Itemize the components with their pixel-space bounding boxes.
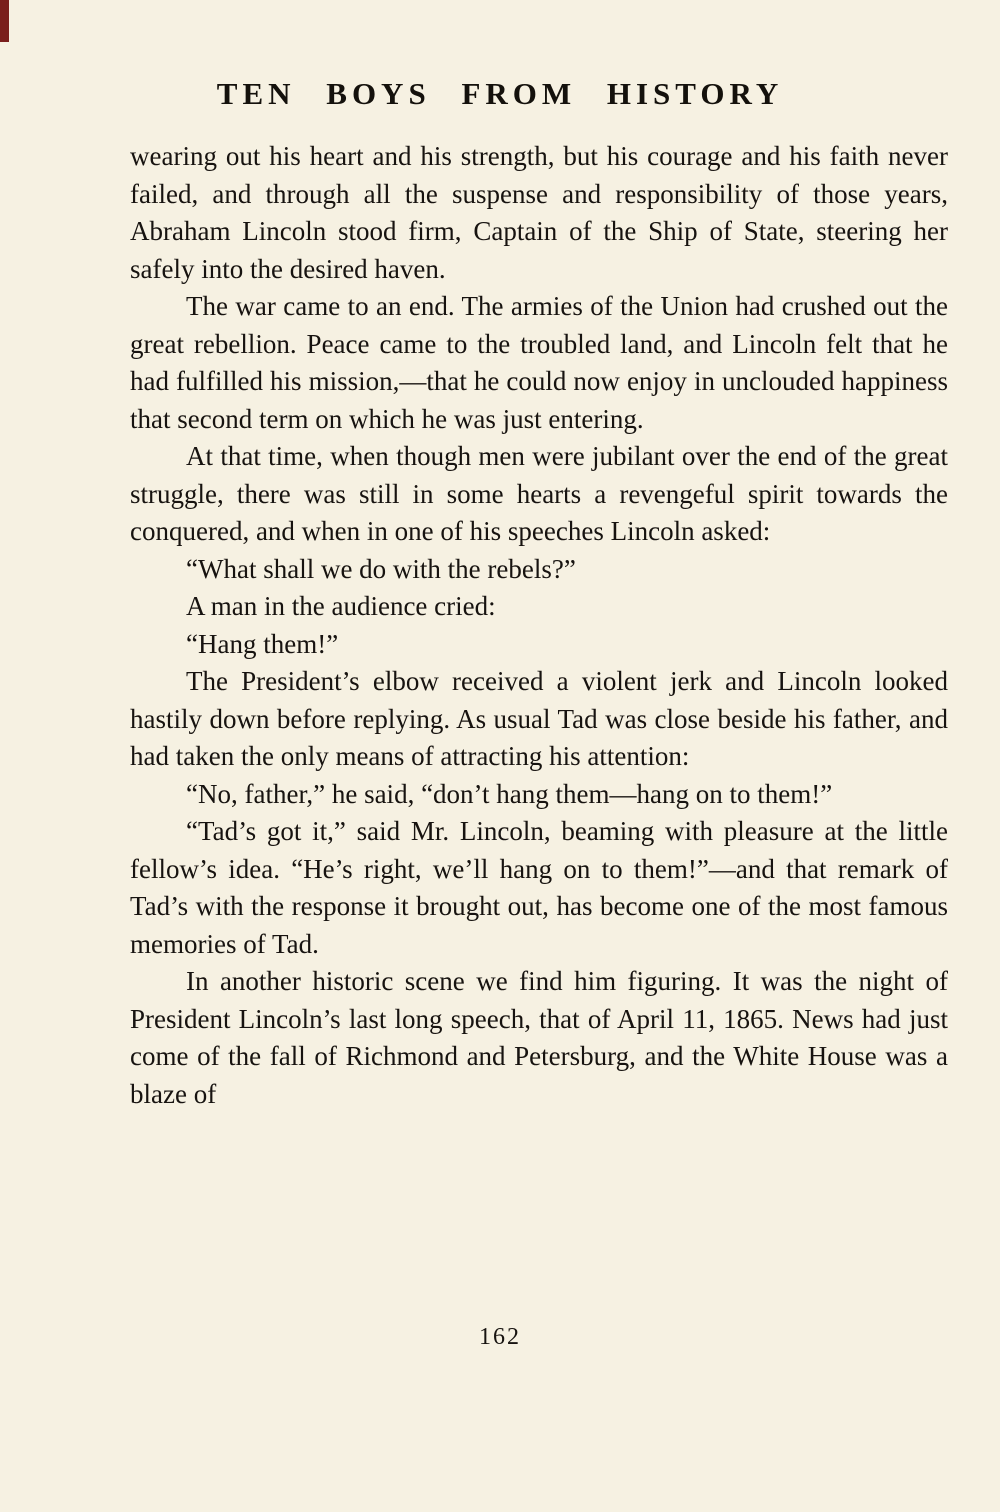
paragraph: wearing out his heart and his strength, but his courage and his faith never failed, and through all the suspense and responsibility of those years, Abraham Lincoln stood firm, Captain of the Ship of State, steering her safely into the desired haven.: [130, 141, 948, 284]
running-head: TEN BOYS FROM HISTORY: [216, 76, 784, 111]
page-number: 162: [479, 1324, 521, 1350]
paragraph: At that time, when though men were jubilant over the end of the great struggle, there was still in some hearts a revengeful spirit towards the conquered, and when in one of his speeches Lincoln asked:: [130, 441, 948, 546]
paragraph: The President’s elbow received a violent jerk and Lincoln looked hastily down before replying. As usual Tad was close beside his father, and had taken the only means of attracting his attention:: [130, 666, 948, 771]
paragraph: A man in the audience cried:: [186, 591, 496, 621]
paragraph: “Tad’s got it,” said Mr. Lincoln, beaming with pleasure at the little fellow’s idea. “He’s right, we’ll hang on to them!”—and that remark of Tad’s with the response it brought out, has become one of the most famous memories of Tad.: [130, 816, 948, 959]
paragraph-quote: “Hang them!”: [186, 628, 339, 659]
paragraph: In another historic scene we find him figuring. It was the night of President Lincoln’s last long speech, that of April 11, 1865. News had just come of the fall of Richmond and Petersburg, and the White House was a blaze of: [130, 966, 948, 1109]
paragraph: The war came to an end. The armies of the Union had crushed out the great rebellion. Peace came to the troubled land, and Lincoln felt that he had fulfilled his mission,—that he could now enjoy in unclouded happiness that second term on which he was just entering.: [130, 291, 948, 434]
scan-artifact: [0, 0, 9, 42]
page-body: [130, 138, 948, 1113]
paragraph-quote: “No, father,” he said, “don’t hang them—hang on to them!”: [186, 778, 833, 809]
paragraph-quote: “What shall we do with the rebels?”: [186, 553, 576, 584]
